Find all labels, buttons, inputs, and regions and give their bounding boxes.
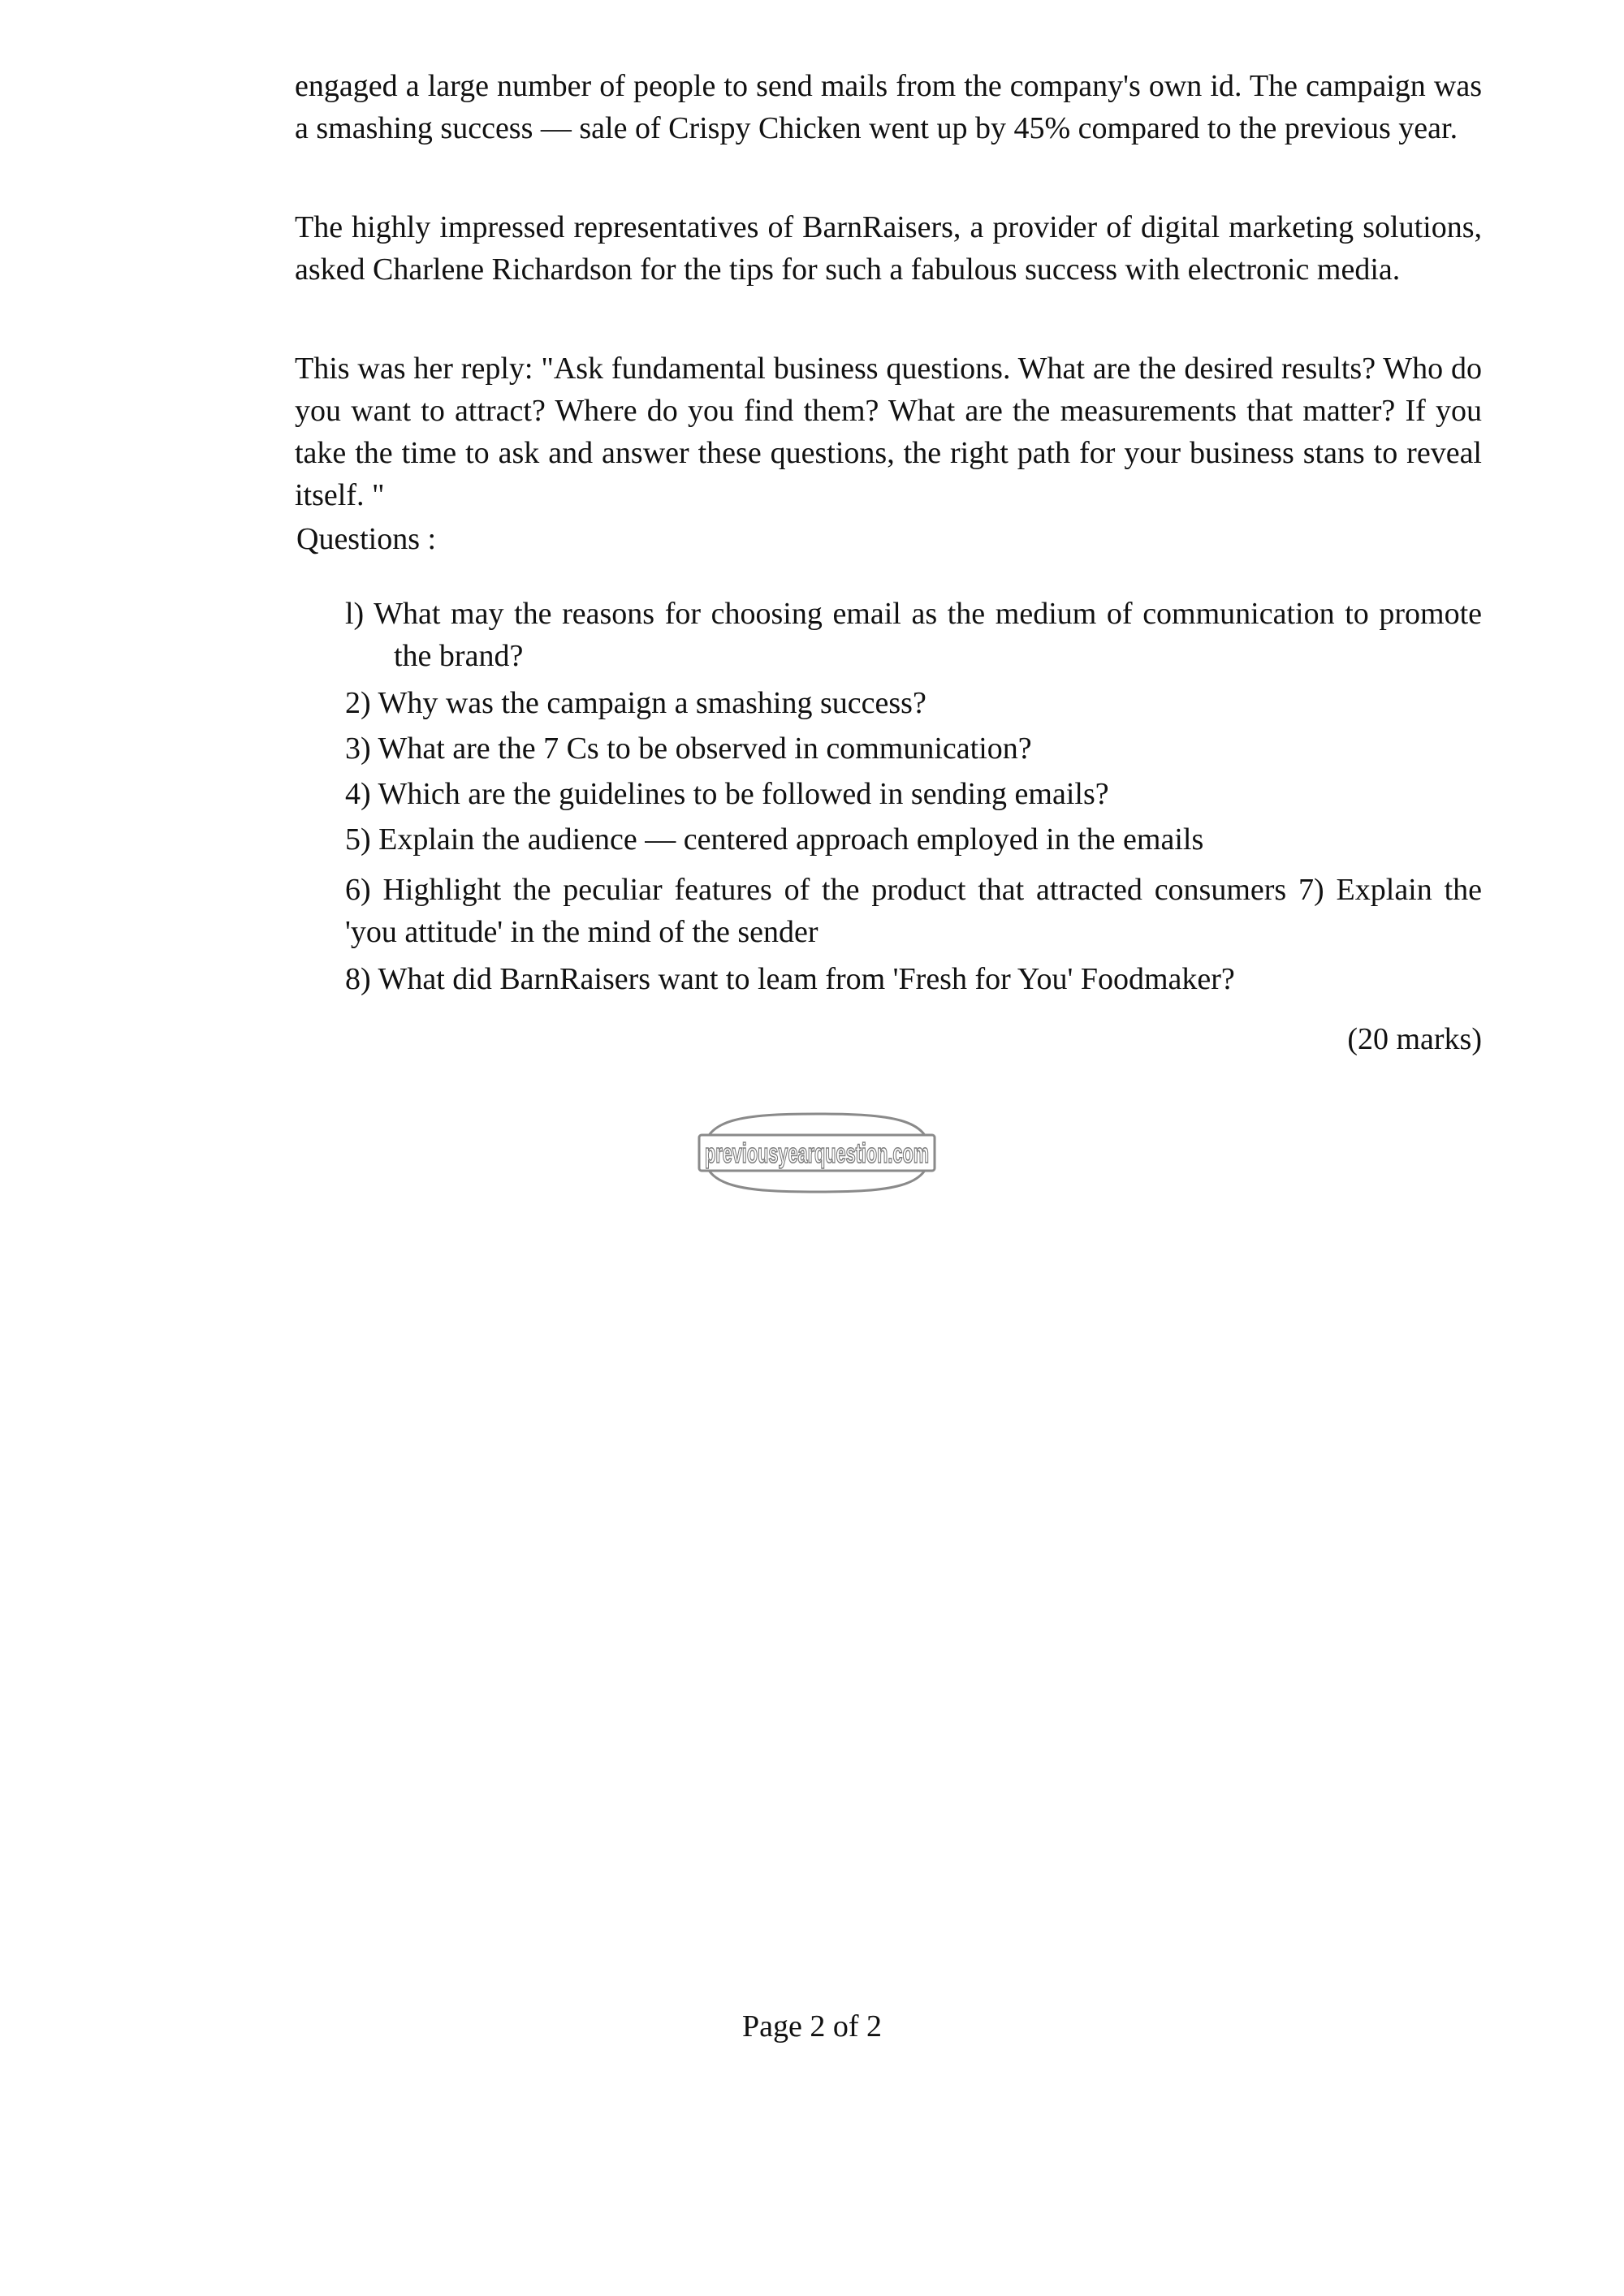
question-item-6: 6) Highlight the peculiar features of the product that attracted consumers 7) Explain the 'you attitude' in the mind of the sender [345, 873, 1482, 949]
questions-heading: Questions : [296, 522, 437, 556]
watermark-text: previousyearquestion.com [705, 1138, 929, 1169]
case-paragraph-2: The highly impressed representatives of BarnRaisers, a provider of digital marketing solutions, asked Charlene Richardson for the tips for such a fabulous success with electronic media. [295, 210, 1482, 287]
question-item-8: 8) What did BarnRaisers want to leam from 'Fresh for You' Foodmaker? [345, 962, 1235, 996]
question-item-5: 5) Explain the audience — centered approach employed in the emails [345, 822, 1204, 857]
question-item-4: 4) Which are the guidelines to be followed in sending emails? [345, 777, 1109, 811]
question-item-2: 2) Why was the campaign a smashing success? [345, 686, 926, 720]
case-paragraph-1: engaged a large number of people to send mails from the company's own id. The campaign was a smashing success — sale of Crispy Chicken went up by 45% compared to the previous year. [295, 69, 1482, 145]
case-paragraph-3: This was her reply: "Ask fundamental business questions. What are the desired results? Who do you want to attract? Where do you find them? What are the measurements that matter? If you take the time to ask and answer these questions, the right path for your business stans to reveal itself. " [295, 352, 1482, 512]
question-item-1: l) What may the reasons for choosing email as the medium of communication to promote the brand? [345, 597, 1482, 673]
question-item-3: 3) What are the 7 Cs to be observed in communication? [345, 732, 1032, 766]
watermark-logo [694, 1111, 939, 1195]
page-number: Page 2 of 2 [741, 2009, 883, 2044]
questions-list [345, 593, 1482, 1003]
marks-label: (20 marks) [1347, 1022, 1482, 1056]
